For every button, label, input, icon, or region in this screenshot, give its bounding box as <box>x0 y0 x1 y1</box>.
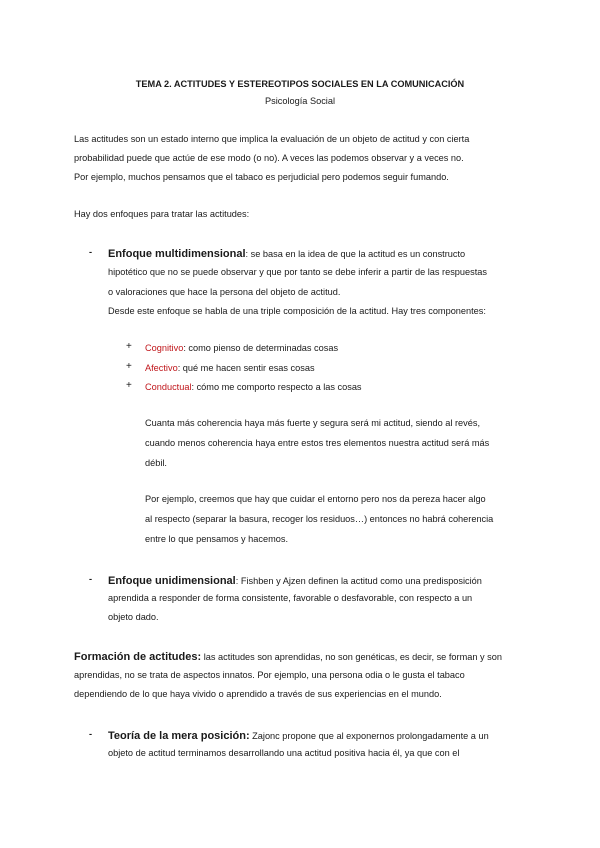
unidimensional-first-line <box>108 571 482 589</box>
component-name: Conductual <box>145 382 192 392</box>
formacion-heading: Formación de actitudes: <box>74 651 202 663</box>
component-afectivo <box>145 362 315 374</box>
component-bullet: + <box>126 380 132 391</box>
list-bullet: - <box>89 247 93 257</box>
document-title: TEMA 2. ACTITUDES Y ESTEREOTIPOS SOCIALES EN LA COMUNICACIÓN <box>135 79 465 89</box>
body-line: objeto de actitud terminamos desarrollando una actitud positiva hacia él, ya que con el <box>108 748 460 758</box>
multidimensional-first-line <box>108 244 465 262</box>
component-text: : como pienso de determinadas cosas <box>183 343 339 353</box>
body-line: aprendidas, no se trata de aspectos innatos. Por ejemplo, una persona odia o le gusta el tabaco <box>74 670 465 680</box>
component-name: Afectivo <box>145 363 178 373</box>
component-conductual <box>145 381 362 393</box>
body-line: Por ejemplo, creemos que hay que cuidar el entorno pero nos da pereza hacer algo <box>145 494 486 504</box>
multidimensional-heading: Enfoque multidimensional <box>108 248 246 260</box>
formacion-first-line <box>74 647 502 665</box>
body-line: cuando menos coherencia haya entre estos tres elementos nuestra actitud será más <box>145 438 490 448</box>
body-line: objeto dado. <box>108 612 159 622</box>
component-cognitivo <box>145 342 338 354</box>
list-bullet: - <box>89 574 93 584</box>
list-bullet: - <box>89 729 93 739</box>
body-line: aprendida a responder de forma consistente, favorable o desfavorable, con respecto a un <box>108 593 473 603</box>
teoria-heading: Teoría de la mera posición: <box>108 730 250 742</box>
component-text: : qué me hacen sentir esas cosas <box>177 363 315 373</box>
teoria-definition: Zajonc propone que al exponernos prolongadamente a un <box>249 731 489 741</box>
body-line: Cuanta más coherencia haya más fuerte y segura será mi actitud, siendo al revés, <box>145 418 481 428</box>
unidimensional-definition: : Fishben y Ajzen definen la actitud como una predisposición <box>235 576 482 586</box>
component-name: Cognitivo <box>145 343 184 353</box>
component-bullet: + <box>126 341 132 352</box>
multidimensional-definition: : se basa en la idea de que la actitud es un constructo <box>245 249 466 259</box>
intro-line: probabilidad puede que actúe de ese modo (o no). A veces las podemos observar y a veces no. <box>74 153 464 163</box>
body-line: Desde este enfoque se habla de una triple composición de la actitud. Hay tres componentes: <box>108 306 486 316</box>
body-line: entre lo que pensamos y hacemos. <box>145 534 288 544</box>
body-line: al respecto (separar la basura, recoger los residuos…) entonces no habrá coherencia <box>145 514 494 524</box>
component-text: : cómo me comporto respecto a las cosas <box>191 382 362 392</box>
body-line: débil. <box>145 458 167 468</box>
formacion-definition: las actitudes son aprendidas, no son genéticas, es decir, se forman y son <box>201 652 502 662</box>
component-bullet: + <box>126 361 132 372</box>
body-line: hipotético que no se puede observar y que por tanto se debe inferir a partir de las respuestas <box>108 267 487 277</box>
intro-line: Por ejemplo, muchos pensamos que el tabaco es perjudicial pero podemos seguir fumando. <box>74 172 449 182</box>
teoria-first-line <box>108 726 489 744</box>
intro-line: Las actitudes son un estado interno que implica la evaluación de un objeto de actitud y con cierta <box>74 134 470 144</box>
enfoques-intro: Hay dos enfoques para tratar las actitudes: <box>74 209 250 219</box>
unidimensional-heading: Enfoque unidimensional <box>108 575 236 587</box>
body-line: o valoraciones que hace la persona del objeto de actitud. <box>108 287 341 297</box>
document-subtitle: Psicología Social <box>265 96 335 106</box>
body-line: dependiendo de lo que haya vivido o aprendido a través de sus experiencias en el mundo. <box>74 689 442 699</box>
